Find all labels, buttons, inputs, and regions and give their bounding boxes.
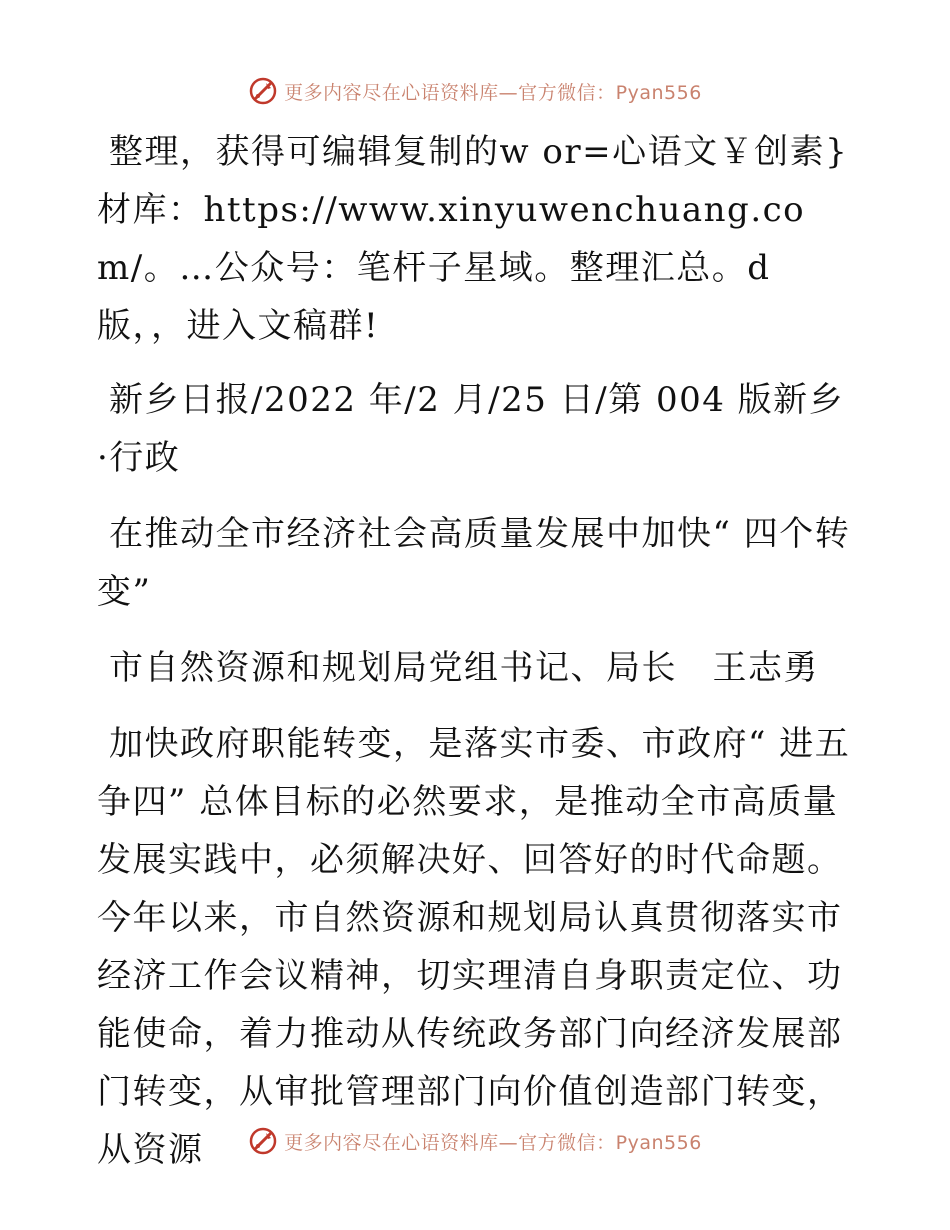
intro-paragraph: 整理，获得可编辑复制的w or=心语文￥创素}材库：https://www.xinyuwenchuang.com/。…公众号：笔杆子星域。整理汇总。d版，，进入文稿群!	[97, 132, 849, 346]
watermark-text: 更多内容尽在心语资料库—官方微信：Pyan556	[284, 81, 702, 104]
brand-logo-icon	[248, 76, 278, 106]
source-line: 新乡日报/2022 年/2 月/25 日/第 004 版新乡·行政	[97, 380, 845, 478]
watermark-text: 更多内容尽在心语资料库—官方微信：Pyan556	[284, 1131, 702, 1154]
author-line: 市自然资源和规划局党组书记、局长 王志勇	[109, 648, 819, 688]
article-title: 在推动全市经济社会高质量发展中加快“ 四个转变”	[97, 514, 851, 612]
brand-logo-icon	[248, 1126, 278, 1156]
document-body	[97, 123, 852, 1179]
body-paragraph: 加快政府职能转变，是落实市委、市政府“ 进五争四” 总体目标的必然要求，是推动全市高质量发展实践中，必须解决好、回答好的时代命题。今年以来，市自然资源和规划局认真贯彻落实市经济工作会议精神，切实理清自身职责定位、功能使命，着力推动从传统政务部门向经济发展部门转变，从审批管理部门向价值创造部门转变，从资源	[97, 724, 851, 1170]
header-watermark	[0, 71, 950, 111]
footer-watermark	[0, 1121, 950, 1161]
